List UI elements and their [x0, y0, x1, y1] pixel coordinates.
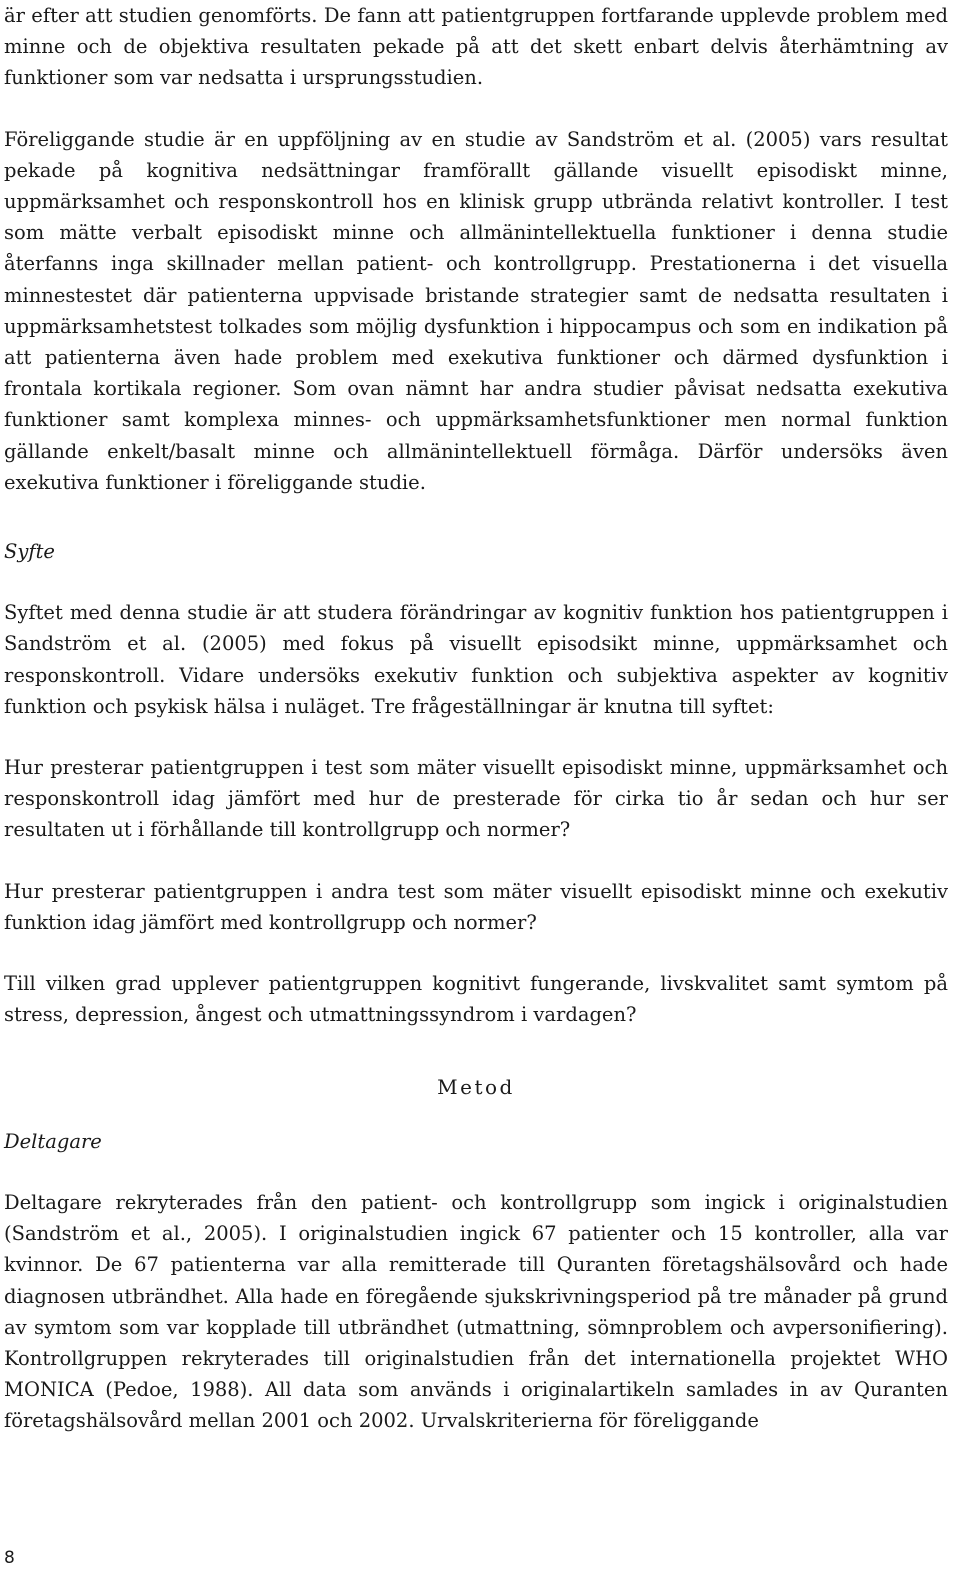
section-heading-syfte: Syfte: [4, 540, 55, 564]
document-page: [4, 0, 948, 1437]
section-heading-metod: Metod: [437, 1075, 515, 1100]
paragraph-deltagare: Deltagare rekryterades från den patient- och kontrollgrupp som ingick i originalstudien (Sandström et al., 2005). I originalstudien ingick 67 patienter och 15 kontroller, alla var kvinnor. De 67 patienterna var alla remitterade till Quranten företagshälsovård och hade diagnosen utbrändhet. Alla hade en föregående sjukskrivningsperiod på tre månader på grund av symtom som var kopplade till utbrändhet (utmattning, sömnproblem och avpersonifiering). Kontrollgruppen rekryterades till originalstudien från det internationella projektet WHO MONICA (Pedoe, 1988). All data som används i originalartikeln samlades in av Quranten företagshälsovård mellan 2001 och 2002. Urvalskriterierna för föreliggande: [4, 1190, 948, 1433]
research-question-3: Till vilken grad upplever patientgruppen kognitivt fungerande, livskvalitet samt symtom på stress, depression, ångest och utmattningssyndrom i vardagen?: [4, 972, 948, 1027]
page-number: 8: [4, 1548, 15, 1568]
research-question-2: Hur presterar patientgruppen i andra test som mäter visuellt episodiskt minne och exekutiv funktion idag jämfört med kontrollgrupp och normer?: [4, 879, 948, 934]
research-question-1: Hur presterar patientgruppen i test som mäter visuellt episodiskt minne, uppmärksamhet och responskontroll idag jämfört med hur de presterade för cirka tio år sedan och hur ser resultaten ut i förhållande till kontrollgrupp och normer?: [4, 756, 948, 842]
paragraph-syfte: Syftet med denna studie är att studera förändringar av kognitiv funktion hos patientgruppen i Sandström et al. (2005) med fokus på visuellt episodsikt minne, uppmärksamhet och responskontroll. Vidare undersöks exekutiv funktion och subjektiva aspekter av kognitiv funktion och psykisk hälsa i nuläget. Tre frågeställningar är knutna till syftet:: [4, 601, 948, 718]
paragraph-intro-continuation: är efter att studien genomförts. De fann att patientgruppen fortfarande upplevde problem med minne och de objektiva resultaten pekade på att det skett enbart delvis återhämtning av funktioner som var nedsatta i ursprungsstudien.: [4, 4, 948, 90]
paragraph-background: Föreliggande studie är en uppföljning av en studie av Sandström et al. (2005) vars resultat pekade på kognitiva nedsättningar framförallt gällande visuellt episodiskt minne, uppmärksamhet och responskontroll hos en klinisk grupp utbrända relativt kontroller. I test som mätte verbalt episodiskt minne och allmänintellektuella funktioner i denna studie återfanns inga skillnader mellan patient- och kontrollgrupp. Prestationerna i det visuella minnestestet där patienterna uppvisade bristande strategier samt de nedsatta resultaten i uppmärksamhetstest tolkades som möjlig dysfunktion i hippocampus och som en indikation på att patienterna även hade problem med exekutiva funktioner och därmed dysfunktion i frontala kortikala regioner. Som ovan nämnt har andra studier påvisat nedsatta exekutiva funktioner samt komplexa minnes- och uppmärksamhetsfunktioner men normal funktion gällande enkelt/basalt minne och allmänintellektuell förmåga. Därför undersöks även exekutiva funktioner i föreliggande studie.: [4, 127, 948, 494]
subsection-heading-deltagare: Deltagare: [4, 1129, 102, 1153]
